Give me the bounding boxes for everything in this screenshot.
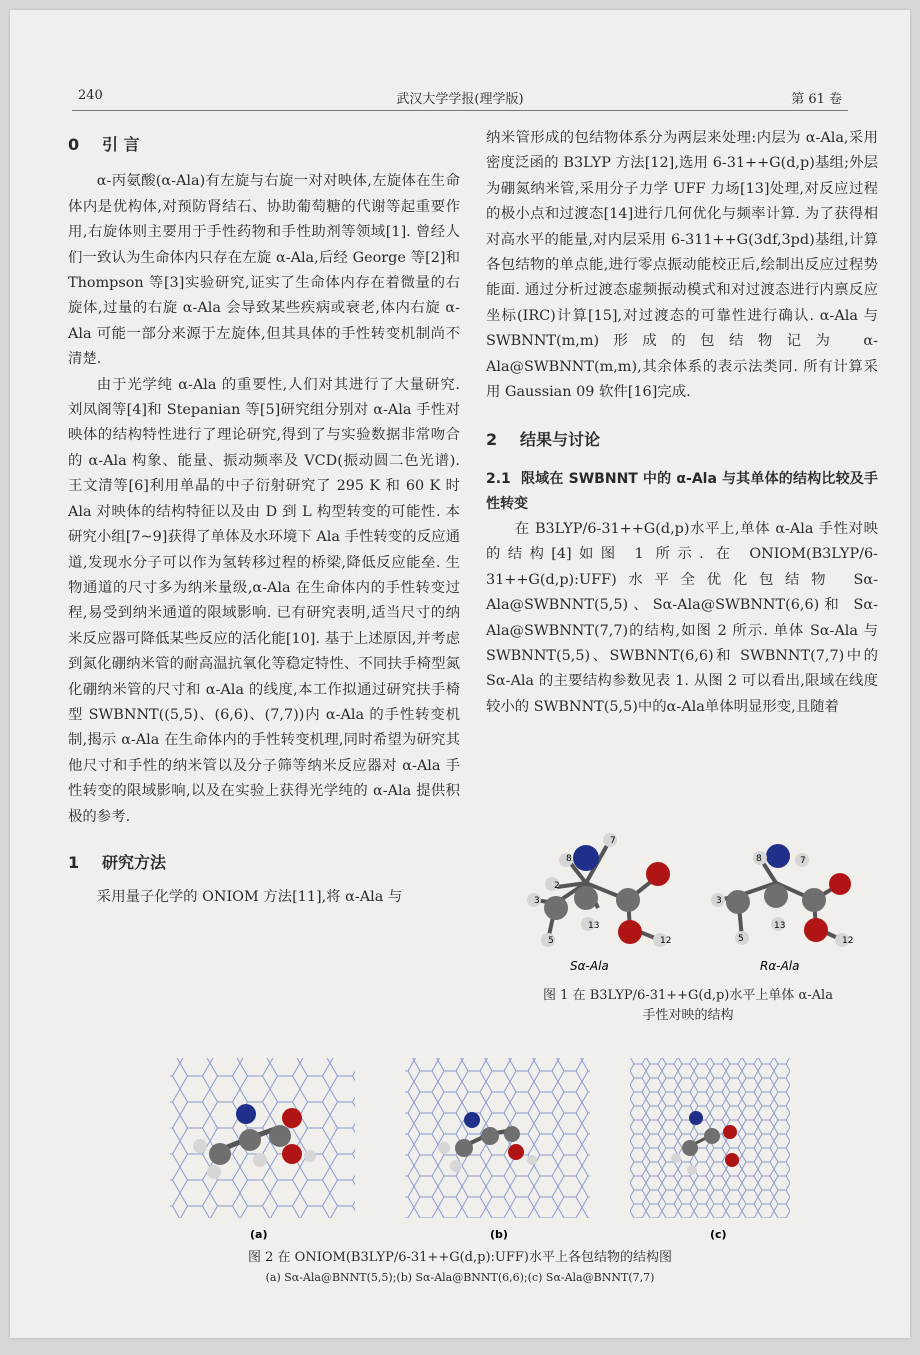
section-0-number: 0 [68, 135, 80, 154]
left-column [68, 128, 460, 911]
figure-2-caption-sub: (a) Sα-Ala@BNNT(5,5);(b) Sα-Ala@BNNT(6,6);(c) Sα-Ala@BNNT(7,7) [265, 1271, 655, 1284]
r-alanine-model [711, 844, 853, 973]
hydrogen-atom [438, 1142, 450, 1154]
figure-2-caption [80, 1248, 840, 1288]
nanotube-mesh [170, 1058, 355, 1218]
figure-1 [498, 828, 878, 978]
hydrogen-atom [193, 1139, 207, 1153]
atom-label: 3 [716, 896, 722, 906]
right-column [486, 126, 878, 720]
atom-label: 12 [842, 936, 854, 946]
section-2-title: 结果与讨论 [520, 430, 601, 450]
carbon-atom [802, 888, 826, 912]
carbon-atom [269, 1125, 291, 1147]
atom-label: 13 [774, 921, 786, 931]
carbon-atom [481, 1127, 499, 1145]
hydrogen-atom [671, 1153, 681, 1163]
subsection-2-1-number: 2.1 [486, 470, 511, 487]
nitrogen-atom [464, 1112, 480, 1128]
r-ala-label: Rα-Ala [760, 959, 800, 973]
carbon-atom [239, 1129, 261, 1151]
carbon-atom [616, 888, 640, 912]
section-1-number: 1 [68, 852, 80, 872]
atom-label: 5 [548, 936, 554, 946]
oxygen-atom [725, 1153, 739, 1167]
section-2-heading [486, 427, 878, 452]
atom-label: 2 [554, 881, 560, 891]
hydrogen-atom [687, 1165, 697, 1175]
figure-1-caption-line-2: 手性对映的结构 [642, 1008, 734, 1023]
figure-2 [150, 1050, 800, 1245]
carbon-atom [544, 896, 568, 920]
nitrogen-atom [573, 845, 599, 871]
hydrogen-atom [527, 1155, 537, 1165]
method-paragraph-continued: 纳米管形成的包结物体系分为两层来处理:内层为 α-Ala,采用密度泛函的 B3LYP 方法[12],选用 6-31++G(d,p)基组;外层为硼氮纳米管,采用分子力学 UFF 力场[13]处理,对反应过程的极小点和过渡态[14]进行几何优化与频率计算. 为了获得相对高水平的能量,对内层采用 6-311++G(3df,3pd)基组,计算各包结物的单点能,进行零点振动能校正后,绘制出反应过程势能面. 通过分析过渡态虚频振动模式和对过渡态进行内禀反应坐标(IRC)计算[15],对过渡态的可靠性进行确认. α-Ala 与 SWBNNT(m,m)形成的包结物记为 α-Ala@SWBNNT(m,m),其余体系的表示法类同. 所有计算采用 Gaussian 09 软件[16]完成. [486, 130, 878, 401]
carbon-atom [764, 884, 788, 908]
panel-b-label: (b) [490, 1228, 508, 1241]
page-number: 240 [78, 88, 103, 103]
nitrogen-atom [236, 1104, 256, 1124]
carbon-atom [682, 1140, 698, 1156]
atom-label: 7 [610, 836, 616, 846]
section-0-title: 引 言 [102, 135, 140, 154]
panel-b [405, 1058, 590, 1241]
section-0-heading [68, 132, 460, 157]
atom-label: 8 [756, 854, 762, 864]
figure-2-caption-title: 图 2 在 ONIOM(B3LYP/6-31++G(d,p):UFF)水平上各包结物的结构图 [248, 1250, 672, 1265]
running-header [78, 88, 842, 108]
hydrogen-atom [207, 1165, 221, 1179]
panel-c [630, 1058, 790, 1241]
section-1-heading [68, 850, 460, 875]
oxygen-atom [508, 1144, 524, 1160]
atom-label: 3 [534, 896, 540, 906]
oxygen-atom [646, 862, 670, 886]
oxygen-atom [829, 873, 851, 895]
nitrogen-atom [766, 844, 790, 868]
atom-label: 7 [800, 856, 806, 866]
panel-a [170, 1058, 355, 1241]
results-paragraph-1: 在 B3LYP/6-31++G(d,p)水平上,单体 α-Ala 手性对映的结构[4]如图 1 所示. 在 ONIOM(B3LYP/6-31++G(d,p):UFF)水平全优化包结物 Sα-Ala@SWBNNT(5,5)、Sα-Ala@SWBNNT(6,6)和 Sα-Ala@SWBNNT(7,7)的结构,如图 2 所示. 单体 Sα-Ala 与 SWBNNT(5,5)、SWBNNT(6,6)和 SWBNNT(7,7)中的 Sα-Ala 的主要结构参数见表 1. 从图 2 可以看出,限域在线度较小的 SWBNNT(5,5)中的α-Ala单体明显形变,且随着 [486, 520, 878, 715]
page [10, 10, 910, 1338]
carbon-atom [704, 1128, 720, 1144]
carbon-atom [726, 890, 750, 914]
subsection-2-1-heading [486, 467, 878, 517]
hydrogen-atom [450, 1160, 462, 1172]
oxygen-atom [618, 920, 642, 944]
carbon-atom [209, 1143, 231, 1165]
atom-label: 12 [660, 936, 672, 946]
hydrogen-atom [253, 1153, 267, 1167]
carbon-atom [455, 1139, 473, 1157]
intro-paragraph-1: α-丙氨酸(α-Ala)有左旋与右旋一对对映体,左旋体在生命体内是优构体,对预防肾结石、协助葡萄糖的代谢等起重要作用,右旋体则主要用于手性药物和手性助剂等领域[1]. 曾经人们一致认为生命体内只存在左旋 α-Ala,后经 George 等[2]和 Thompson 等[3]实验研究,证实了生命体内存在着微量的右旋体,过量的右旋 α-Ala 会导致某些疾病或衰老,体内右旋 α-Ala 可能一部分来源于左旋体,但其具体的手性转变机制尚不清楚. [68, 173, 460, 368]
hydrogen-atom [304, 1150, 316, 1162]
atom-label: 13 [588, 921, 600, 931]
section-1-title: 研究方法 [102, 852, 167, 872]
figure-1-caption [496, 986, 880, 1026]
journal-title: 武汉大学学报(理学版) [396, 92, 524, 107]
header-rule [72, 110, 848, 111]
carbon-atom [504, 1126, 520, 1142]
subsection-2-1-title: 限域在 SWBNNT 中的 α-Ala 与其单体的结构比较及手性转变 [486, 470, 878, 512]
atom-label: 8 [566, 854, 572, 864]
panel-a-label: (a) [250, 1228, 268, 1241]
figure-1-caption-line-1: 图 1 在 B3LYP/6-31++G(d,p)水平上单体 α-Ala [543, 988, 833, 1003]
oxygen-atom [723, 1125, 737, 1139]
carbon-atom [574, 886, 598, 910]
panel-c-label: (c) [710, 1228, 727, 1241]
atom-label: 5 [738, 934, 744, 944]
method-paragraph-start: 采用量子化学的 ONIOM 方法[11],将 α-Ala 与 [96, 889, 403, 906]
section-2-number: 2 [486, 430, 498, 450]
oxygen-atom [282, 1108, 302, 1128]
s-ala-label: Sα-Ala [570, 959, 609, 973]
nitrogen-atom [689, 1111, 703, 1125]
intro-paragraph-2: 由于光学纯 α-Ala 的重要性,人们对其进行了大量研究. 刘凤阁等[4]和 Stepanian 等[5]研究组分别对 α-Ala 手性对映体的结构特性进行了理论研究,得到了与实验数据非常吻合的 α-Ala 构象、能量、振动频率及 VCD(振动圆二色光谱). 王文清等[6]利用单晶的中子衍射研究了 295 K 和 60 K 时 Ala 对映体的结构特征以及由 D 到 L 构型转变的可能性. 本研究小组[7~9]获得了单体及水环境下 Ala 手性转变的反应通道,发现水分子可以作为氢转移过程的桥梁,降低反应能垒. 生物通道的尺寸多为纳米量级,α-Ala 在生命体内的手性转变过程,易受到纳米通道的限域影响. 已有研究表明,适当尺寸的纳米反应器可降低某些反应的活化能[10]. 基于上述原因,并考虑到氮化硼纳米管的耐高温抗氧化等稳定特性、不同扶手椅型氮化硼纳米管的尺寸和 α-Ala 的线度,本工作拟通过研究扶手椅型 SWBNNT((5,5)、(6,6)、(7,7))内 α-Ala 的手性转变机制,揭示 α-Ala 在生命体内的手性转变机理,同时希望为研究其他尺寸和手性的纳米管以及分子筛等纳米反应器对 α-Ala 手性转变的限域影响,以及在实验上获得光学纯的 α-Ala 提供积极的参考. [68, 376, 460, 825]
s-alanine-model [527, 833, 671, 973]
oxygen-atom [804, 918, 828, 942]
volume-label: 第 61 卷 [791, 92, 842, 107]
oxygen-atom [282, 1144, 302, 1164]
